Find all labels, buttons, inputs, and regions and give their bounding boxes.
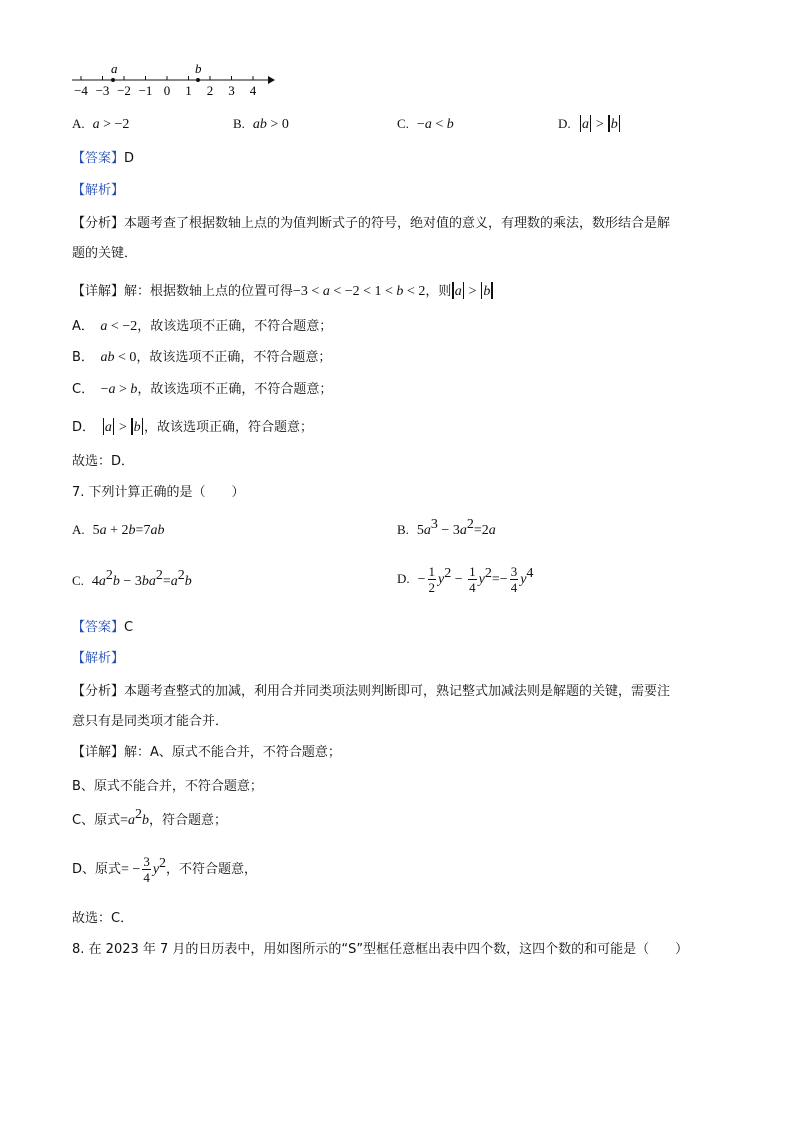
option-math: ab [252, 117, 267, 132]
q6-step-b: B． ab < 0，故该选项不正确，不符合题意； [72, 350, 332, 365]
option-math: a [92, 117, 100, 132]
fenxi-text: 本题考查了根据数轴上点的为值判断式子的符号，绝对值的意义，有理数的乘法，数形结合是解 [124, 216, 671, 231]
number-line-arrow [268, 76, 275, 84]
option-letter: B. [233, 116, 245, 131]
q7-analysis-tag: 【解析】 [72, 651, 125, 666]
number-line-tick-label: 2 [206, 83, 214, 98]
option-letter: A. [72, 116, 85, 131]
q6-fenxi [72, 217, 670, 230]
q6-xiangjie: 【详解】解：根据数轴上点的位置可得−3 < a < −2 < 1 < b < 2，则 a > b [72, 282, 494, 299]
number-line-tick-label: −2 [117, 83, 131, 98]
number-line-tick-label: 4 [249, 83, 257, 98]
number-line-tick-label: −3 [95, 83, 110, 98]
q7-option-c: C. $4a^2b - 3ba^2=a^2b$ [72, 568, 192, 589]
q7-option-b: B. $5a^3 - 3a^2=2a$ [397, 517, 496, 538]
q7-answer: 【答案】C [72, 620, 134, 635]
number-line-tick-label: −4 [74, 83, 88, 98]
q6-conclusion: 故选：D． [72, 454, 135, 469]
q6-step-d: D． a > b ，故该选项正确，符合题意； [72, 420, 314, 435]
q7-xiangjie: 【详解】解：A、原式不能合并，不符合题意； [72, 745, 341, 760]
q6-option-b: B. ab > 0 [233, 116, 289, 132]
q6-step-a: A． a < −2，故该选项不正确，不符合题意； [72, 319, 333, 334]
option-letter: D. [558, 116, 571, 131]
q7-fenxi: 【分析】本题考查整式的加减，利用合并同类项法则判断即可，熟记整式加减法则是解题的关键，需要注 [72, 684, 671, 699]
q6-step-c: C． −a > b，故该选项不正确，不符合题意； [72, 382, 333, 397]
answer-tag: 【答案】 [72, 151, 125, 166]
q7-option-a: A. 5a + 2b=7ab [72, 522, 165, 538]
number-line-tick-label: 0 [163, 83, 171, 98]
xiangjie-text: 解：根据数轴上点的位置可得 [124, 284, 294, 299]
q6-option-a: A. a > −2 [72, 116, 130, 132]
xiangjie-tag: 【详解】 [72, 284, 125, 299]
point-a-dot [111, 78, 115, 82]
point-a-label: a [111, 61, 118, 76]
q6-option-d: D. a > b [558, 115, 621, 132]
number-line-tick-label: 1 [185, 83, 192, 98]
q7-stem: 7. 下列计算正确的是（ ） [72, 485, 245, 500]
option-letter: C. [397, 116, 409, 131]
q7-step-c: C、原式$=a^2b$，符合题意； [72, 807, 227, 828]
point-b-label: b [195, 61, 202, 76]
number-line-tick-label: 3 [228, 83, 235, 98]
fenxi-tag: 【分析】 [72, 216, 125, 231]
q6-fenxi-line2: 题的关键． [72, 246, 138, 261]
q6-analysis-tag: 【解析】 [72, 183, 125, 198]
q8-stem: 8. 在 2023 年 7 月的日历表中，用如图所示的“S”型框任意框出表中四个数，这四个数的和可能是（ ） [72, 942, 689, 957]
q6-option-c: C. −a < b [397, 116, 454, 132]
point-b-dot [196, 78, 200, 82]
q7-conclusion: 故选：C． [72, 911, 134, 926]
answer-value: D [124, 151, 135, 166]
q7-fenxi-line2: 意只有是同类项才能合并． [72, 714, 229, 729]
q7-step-d: D、原式= − $\frac{3}{4}$ $y^2$，不符合题意， [72, 854, 258, 885]
q7-step-b: B、原式不能合并，不符合题意； [72, 779, 263, 794]
number-line-tick-label: −1 [138, 83, 153, 98]
q7-option-d: D. − $\frac{1}{2}$ $y^2$ − $\frac{1}{4}$ $y^2=-$ $\frac{3}{4}$ $y^4$ [397, 564, 534, 595]
number-line-figure [68, 60, 283, 100]
q6-answer [72, 152, 134, 165]
